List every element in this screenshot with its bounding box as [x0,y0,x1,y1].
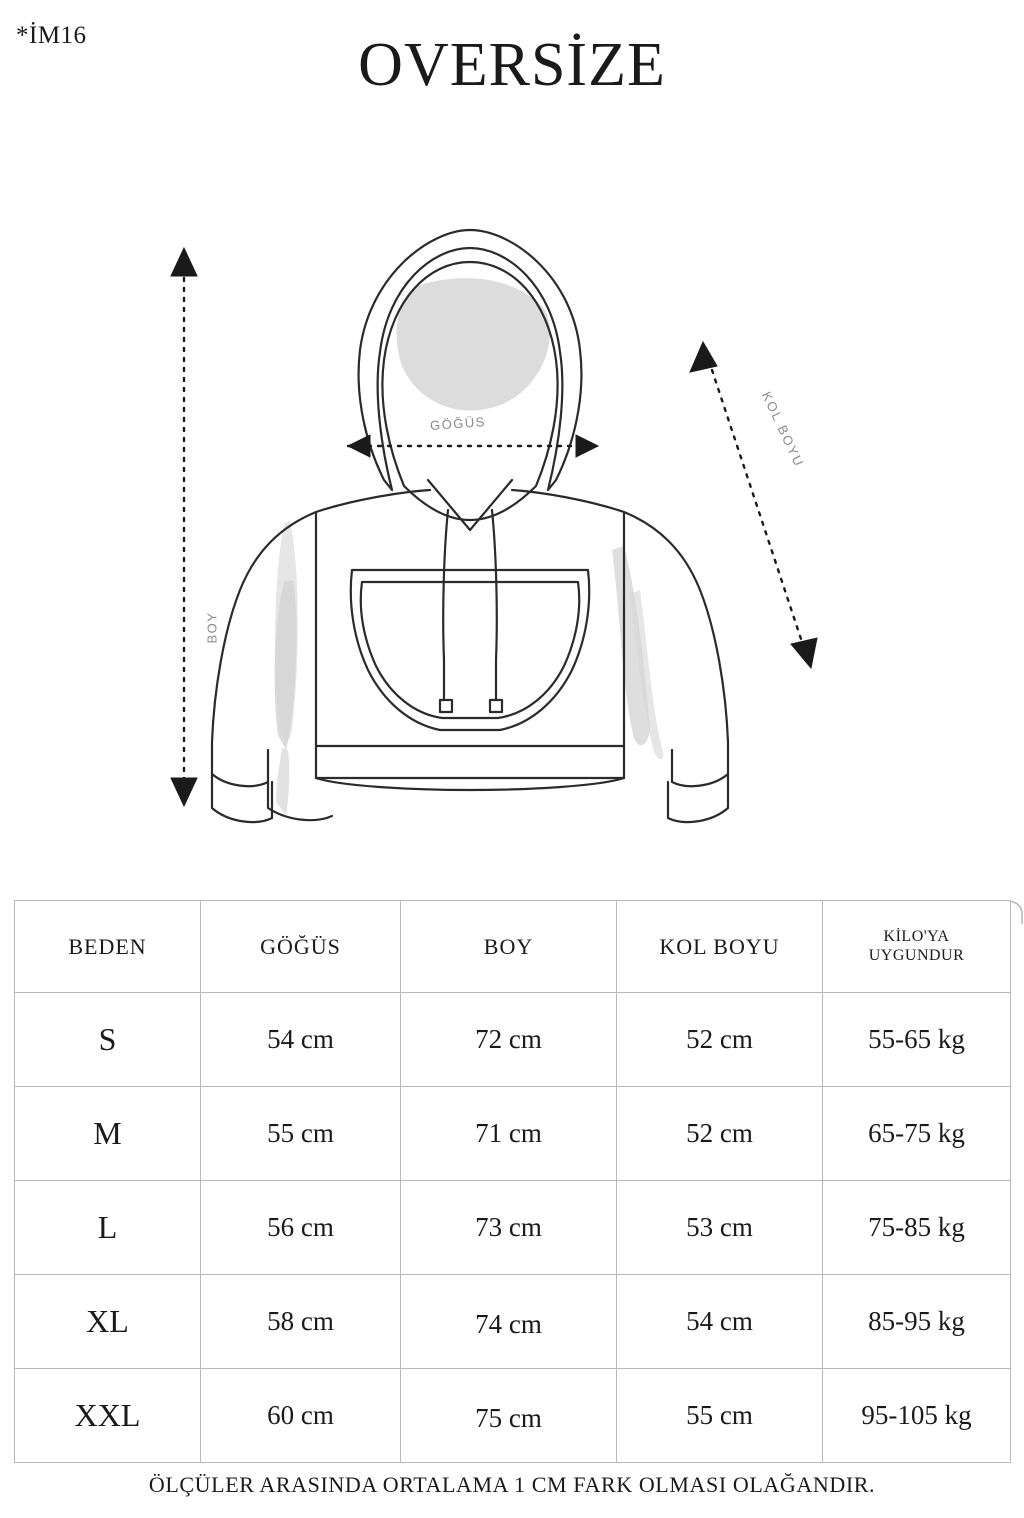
column-header-boy-label: BOY [483,933,534,959]
column-header-beden-label: BEDEN [68,933,147,959]
cell-kilo: 85-95 kg [823,1275,1011,1369]
chest-dimension-label: GÖĞÜS [429,414,487,433]
cell-kol-boyu: 52 cm [617,1087,823,1181]
cell-kilo: 55-65 kg [823,993,1011,1087]
cell-boy [401,1275,617,1369]
cell-kol-boyu: 55 cm [617,1369,823,1463]
column-header-kilo-line1: KİLO'YA [883,928,950,946]
column-header-beden [15,901,201,993]
table-header-row [15,901,1011,993]
cell-kilo: 65-75 kg [823,1087,1011,1181]
cell-boy: 73 cm [401,1181,617,1275]
column-header-kol-boyu-label: KOL BOYU [659,933,780,959]
cell-boy-value: 74 cm [475,1309,542,1339]
cell-beden: XL [15,1275,201,1369]
table-row [15,1275,1011,1369]
cell-boy: 71 cm [401,1087,617,1181]
sleeve-dimension-label: KOL BOYU [758,389,808,470]
table-row [15,1087,1011,1181]
cell-kol-boyu: 52 cm [617,993,823,1087]
table-row [15,1369,1011,1463]
cell-beden: L [15,1181,201,1275]
cell-gogus: 60 cm [201,1369,401,1463]
cell-gogus: 58 cm [201,1275,401,1369]
table-row [15,1181,1011,1275]
product-code-label: *İM16 [16,22,87,49]
cell-gogus: 55 cm [201,1087,401,1181]
cell-kilo: 75-85 kg [823,1181,1011,1275]
cell-gogus: 54 cm [201,993,401,1087]
column-header-gogus [201,901,401,993]
chest-measure-arrow [348,435,598,457]
size-chart-table-wrapper [14,900,1010,1463]
cell-gogus: 56 cm [201,1181,401,1275]
cell-kol-boyu: 54 cm [617,1275,823,1369]
cell-beden: S [15,993,201,1087]
column-header-kilo-line2: UYGUNDUR [868,946,965,964]
cell-beden: XXL [15,1369,201,1463]
cell-boy: 72 cm [401,993,617,1087]
length-measure-arrow [171,248,197,806]
length-dimension-label: BOY [204,611,220,644]
garment-illustration [0,190,1024,880]
column-header-kol-boyu [617,901,823,993]
table-row [15,993,1011,1087]
cell-kol-boyu: 53 cm [617,1181,823,1275]
footer-note: ÖLÇÜLER ARASINDA ORTALAMA 1 CM FARK OLMASI OLAĞANDIR. [148,1472,876,1497]
cell-boy [401,1369,617,1463]
page-title: OVERSİZE [358,31,666,99]
cell-kilo: 95-105 kg [823,1369,1011,1463]
column-header-gogus-label: GÖĞÜS [260,933,341,959]
size-chart-table [14,900,1011,1463]
cell-boy-value: 75 cm [475,1403,542,1433]
cell-beden: M [15,1087,201,1181]
column-header-kilo [823,901,1011,993]
hoodie-shading [275,278,664,815]
column-header-boy [401,901,617,993]
